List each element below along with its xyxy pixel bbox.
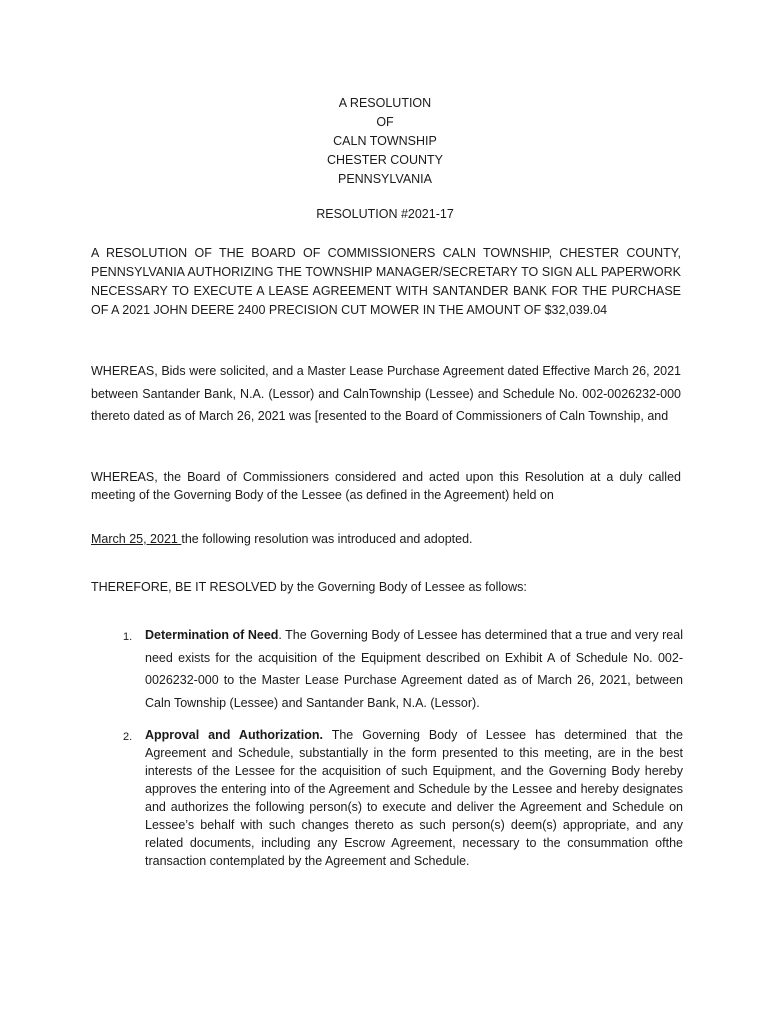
adoption-date: March 25, 2021 — [91, 532, 182, 546]
list-item-heading: Determination of Need — [145, 628, 279, 642]
list-item-number: 1. — [123, 631, 133, 643]
heading-line-5: PENNSYLVANIA — [337, 172, 432, 186]
adoption-line — [91, 530, 681, 548]
whereas-paragraph-2: WHEREAS, the Board of Commissioners considered and acted upon this Resolution at a duly called meeting of the Governing Body of the Lessee (as defined in the Agreement) held on — [91, 470, 681, 502]
resolution-heading — [0, 94, 770, 189]
list-item-heading: Approval and Authorization. — [145, 728, 323, 742]
heading-line-3: CALN TOWNSHIP — [333, 134, 437, 148]
whereas-paragraph-1: WHEREAS, Bids were solicited, and a Master Lease Purchase Agreement dated Effective March 26, 2021 between Santander Bank, N.A. (Lessor) and CalnTownship (Lessee) and Schedule No. 002-0026232-000 thereto dated as of March 26, 2021 was [resented to the Board of Commissioners of Caln Township, and — [91, 364, 681, 423]
heading-line-4: CHESTER COUNTY — [327, 153, 443, 167]
list-item-text: . The Governing Body of Lessee has determined that a true and very real need exists for the acquisition of the Equipment described on Exhibit A of Schedule No. 002-0026232-000 to the Master Lease Purchase Agreement dated as of March 26, 2021, between Caln Township (Lessee) and Santander Bank, N.A. (Lessor). — [145, 628, 683, 710]
list-item — [123, 624, 683, 714]
list-item-body — [145, 624, 683, 714]
list-item-body — [145, 726, 683, 870]
list-item — [123, 726, 683, 870]
resolution-number: RESOLUTION #2021-17 — [316, 207, 454, 221]
list-item-number: 2. — [123, 731, 133, 743]
heading-line-1: A RESOLUTION — [338, 96, 432, 110]
heading-line-2: OF — [376, 115, 394, 129]
resolution-title-paragraph: A RESOLUTION OF THE BOARD OF COMMISSIONERS CALN TOWNSHIP, CHESTER COUNTY, PENNSYLVANIA AUTHORIZING THE TOWNSHIP MANAGER/SECRETARY TO SIGN ALL PAPERWORK NECESSARY TO EXECUTE A LEASE AGREEMENT WITH SANTANDER BANK FOR THE PURCHASE OF A 2021 JOHN DEERE 2400 PRECISION CUT MOWER IN THE AMOUNT OF $32,039.04 — [91, 246, 681, 317]
adoption-text: the following resolution was introduced and adopted. — [181, 532, 473, 546]
therefore-paragraph: THEREFORE, BE IT RESOLVED by the Governing Body of Lessee as follows: — [91, 580, 527, 594]
list-item-text: The Governing Body of Lessee has determined that the Agreement and Schedule, substantially in the form presented to this meeting, are in the best interests of the Lessee for the acquisition of such Equipment, and the Governing Body hereby approves the entering into of the Agreement and Schedule by the Lessee and hereby designates and authorizes the following person(s) to execute and deliver the Agreement and Schedule on Lessee’s behalf with such changes thereto as such person(s) deem(s) appropriate, and any related documents, including any Escrow Agreement, necessary to the consummation ofthe transaction contemplated by the Agreement and Schedule. — [145, 728, 683, 868]
